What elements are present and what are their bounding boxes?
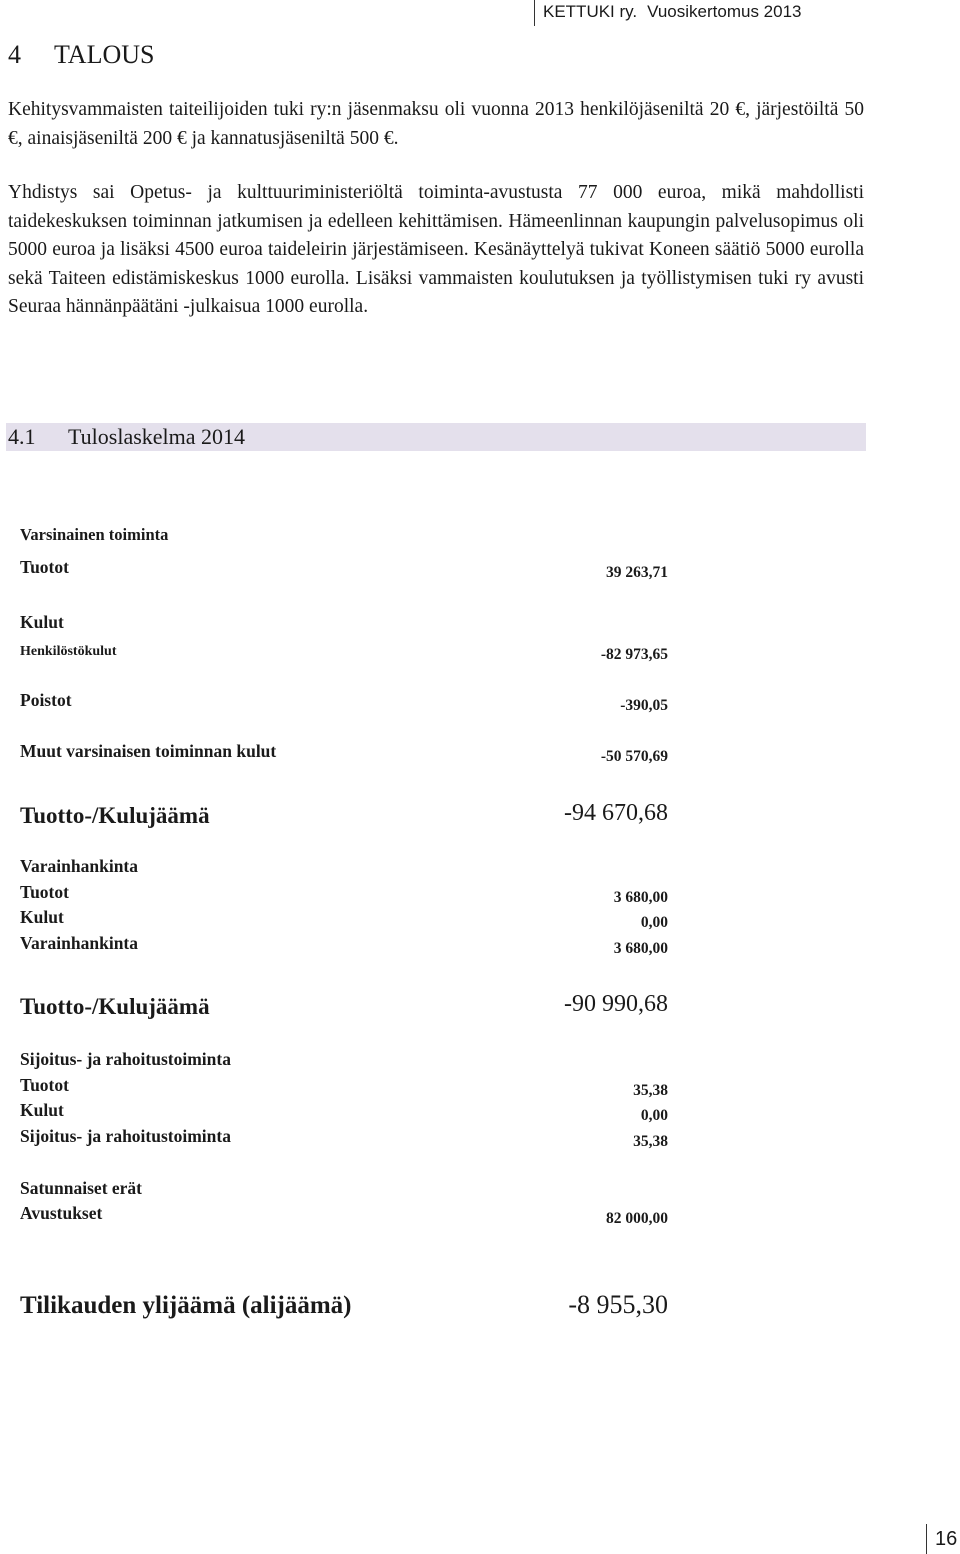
grants-row <box>20 1202 668 1228</box>
fundraising-costs-value: 0,00 <box>640 914 668 931</box>
header-report: Vuosikertomus 2013 <box>647 2 802 21</box>
personnel-row <box>20 638 668 664</box>
surplus-value-1: -94 670,68 <box>564 800 668 826</box>
grants-label: Avustukset <box>20 1203 103 1223</box>
fundraising-total-row <box>20 932 668 958</box>
surplus-value-2: -90 990,68 <box>564 991 668 1017</box>
surplus-label-2: Tuotto-/Kulujäämä <box>20 994 210 1019</box>
investment-income-value: 35,38 <box>633 1082 668 1099</box>
grants-value: 82 000,00 <box>606 1210 668 1227</box>
costs-heading-row <box>20 611 668 637</box>
fundraising-income-label: Tuotot <box>20 882 69 902</box>
investment-costs-row <box>20 1099 668 1125</box>
section-heading <box>8 40 154 70</box>
fundraising-heading: Varainhankinta <box>20 856 139 876</box>
result-row <box>20 1284 668 1320</box>
fundraising-total-label: Varainhankinta <box>20 933 139 953</box>
fundraising-income-row <box>20 881 668 907</box>
fundraising-total-value: 3 680,00 <box>613 940 668 957</box>
extraordinary-heading-row <box>20 1177 668 1203</box>
fundraising-heading-row <box>20 855 668 881</box>
surplus-row-1 <box>20 795 668 829</box>
surplus-label-1: Tuotto-/Kulujäämä <box>20 803 210 828</box>
operating-income-row <box>20 556 668 582</box>
investment-costs-label: Kulut <box>20 1100 64 1120</box>
fundraising-costs-row <box>20 906 668 932</box>
subsection-title: Tuloslaskelma 2014 <box>68 424 246 449</box>
personnel-label: Henkilöstökulut <box>20 644 117 659</box>
subsection-heading <box>6 423 866 451</box>
operating-income-value: 39 263,71 <box>606 564 668 581</box>
surplus-row-2 <box>20 986 668 1020</box>
page-number: 16 <box>926 1524 957 1554</box>
depreciation-label: Poistot <box>20 690 72 710</box>
other-costs-value: -50 570,69 <box>600 748 668 765</box>
result-label: Tilikauden ylijäämä (alijäämä) <box>20 1292 352 1319</box>
running-header <box>534 0 812 26</box>
investment-income-row <box>20 1074 668 1100</box>
personnel-value: -82 973,65 <box>600 646 668 663</box>
operating-income-label: Tuotot <box>20 557 69 577</box>
investment-total-row <box>20 1125 668 1151</box>
section-number: 4 <box>8 40 21 69</box>
investment-total-label: Sijoitus- ja rahoitustoiminta <box>20 1126 231 1146</box>
investment-total-value: 35,38 <box>633 1133 668 1150</box>
operating-heading: Varsinainen toiminta <box>20 525 169 544</box>
other-costs-row <box>20 740 668 766</box>
subsection-number: 4.1 <box>8 424 36 449</box>
investment-heading-row <box>20 1048 668 1074</box>
section-title: TALOUS <box>54 40 155 69</box>
other-costs-label: Muut varsinaisen toiminnan kulut <box>20 741 277 761</box>
result-value: -8 955,30 <box>568 1290 668 1319</box>
investment-income-label: Tuotot <box>20 1075 69 1095</box>
funding-paragraph: Yhdistys sai Opetus- ja kulttuuriministeriöltä toiminta-avustusta 77 000 euroa, mikä mahdollisti taidekeskuksen toiminnan jatkumisen ja edelleen kehittämisen. Hämeenlinnan kaupungin palvelusopimus oli 5000 euroa ja lisäksi 4500 euroa taideleirin järjestämiseen. Kesänäyttelyä tukivat Koneen säätiö 5000 eurolla sekä Taiteen edistämiskeskus 1000 eurolla. Lisäksi vammaisten koulutuksen ja työllistymisen tuki ry avusti Seuraa hännänpäätäni -julkaisua 1000 eurolla. <box>8 182 864 317</box>
costs-heading: Kulut <box>20 612 64 632</box>
depreciation-value: -390,05 <box>620 697 668 714</box>
header-org: KETTUKI ry. <box>543 2 638 21</box>
membership-paragraph: Kehitysvammaisten taiteilijoiden tuki ry:n jäsenmaksu oli vuonna 2013 henkilöjäseniltä 20 €, järjestöiltä 50 €, ainaisjäseniltä 200 € ja kannatusjäseniltä 500 €. <box>8 99 864 149</box>
fundraising-costs-label: Kulut <box>20 907 64 927</box>
operating-heading-row <box>20 523 668 549</box>
depreciation-row <box>20 689 668 715</box>
extraordinary-heading: Satunnaiset erät <box>20 1178 143 1198</box>
investment-costs-value: 0,00 <box>640 1107 668 1124</box>
investment-heading: Sijoitus- ja rahoitustoiminta <box>20 1049 231 1069</box>
fundraising-income-value: 3 680,00 <box>613 889 668 906</box>
